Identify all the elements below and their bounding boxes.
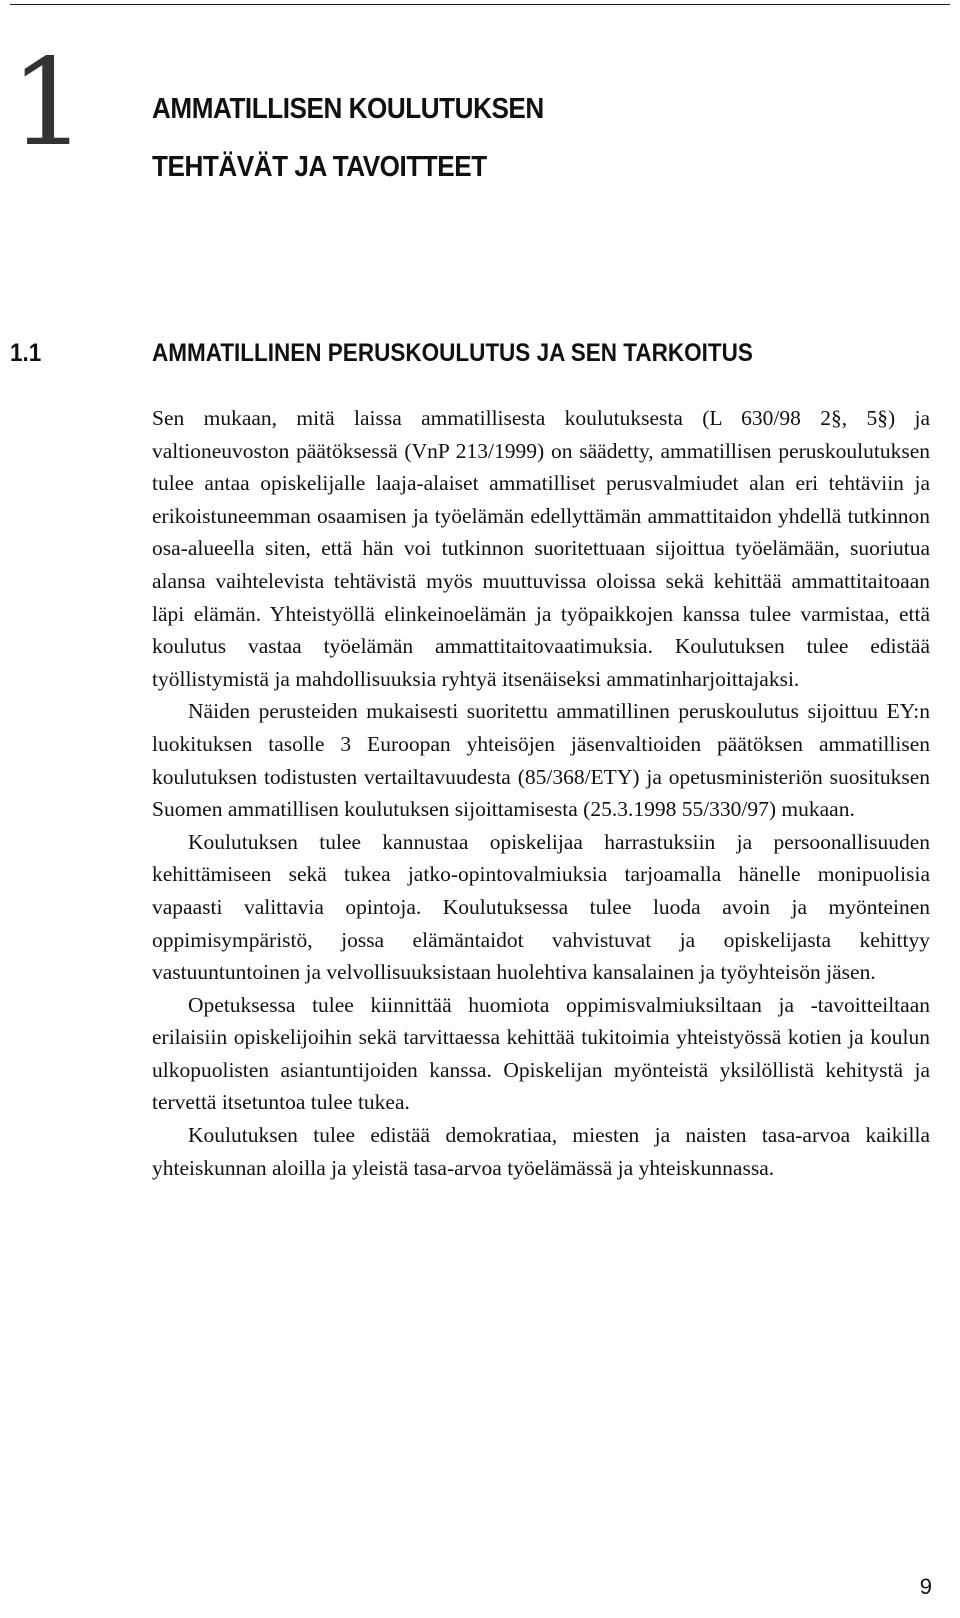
chapter-title-line-1: AMMATILLISEN KOULUTUKSEN [152, 93, 544, 125]
top-rule [10, 4, 950, 5]
page-number: 9 [919, 1574, 932, 1599]
section-number: 1.1 [10, 339, 42, 367]
paragraph-4: Opetuksessa tulee kiinnittää huomiota oppimisvalmiuksiltaan ja -tavoitteiltaan erilaisiin opiskelijoihin sekä tarvittaessa kehittää tukitoimia yhteistyössä kotien ja koulun ulkopuolisten asiantuntijoiden kanssa. Opiskelijan myönteistä yksilöllistä kehitystä ja tervettä itsetuntoa tulee tukea. [152, 992, 930, 1115]
paragraph-2: Näiden perusteiden mukaisesti suoritettu ammatillinen peruskoulutus sijoittuu EY:n luokituksen tasolle 3 Euroopan yhteisöjen jäsenvaltioiden päätöksen ammatillisen koulutuksen todistusten vertailtavuudesta (85/368/ETY) ja opetusministeriön suosituksen Suomen ammatillisen koulutuksen sijoittamisesta (25.3.1998 55/330/97) mukaan. [152, 699, 930, 822]
paragraph-1: Sen mukaan, mitä laissa ammatillisesta koulutuksesta (L 630/98 2§, 5§) ja valtioneuvoston päätöksessä (VnP 213/1999) on säädetty, ammatillisen peruskoulutuksen tulee antaa opiskelijalle laaja-alaiset ammatilliset perusvalmiudet alan eri tehtäviin ja erikoistuneemman osaamisen ja työelämän edellyttämän ammattitaidon yhdellä tutkinnon osa-alueella siten, että hän voi tutkinnon suoritettuaan sijoittua työelämään, suoriutua alansa vaihtelevista tehtävistä myös muuttuvissa oloissa sekä kehittää ammattitaitoaan läpi elämän. Yhteistyöllä elinkeinoelämän ja työpaikkojen kanssa tulee varmistaa, että koulutus vastaa työelämän ammattitaitovaatimuksia. Koulutuksen tulee edistää työllistymistä ja mahdollisuuksia ryhtyä itsenäiseksi ammatinharjoittajaksi. [152, 406, 930, 691]
section-title: AMMATILLINEN PERUSKOULUTUS JA SEN TARKOITUS [152, 339, 753, 367]
chapter-title [152, 80, 544, 196]
paragraph-5: Koulutuksen tulee edistää demokratiaa, miesten ja naisten tasa-arvoa kaikilla yhteiskunnan aloilla ja yleistä tasa-arvoa työelämässä ja yhteiskunnassa. [152, 1123, 930, 1180]
chapter-title-line-2: TEHTÄVÄT JA TAVOITTEET [152, 151, 487, 183]
body-text [152, 402, 930, 1184]
chapter-number: 1 [10, 34, 87, 173]
paragraph-3: Koulutuksen tulee kannustaa opiskelijaa harrastuksiin ja persoonallisuuden kehittämiseen sekä tukea jatko-opintovalmiuksia tarjoamalla hänelle monipuolisia vapaasti valittavia opintoja. Koulutuksessa tulee luoda avoin ja myönteinen oppimisympäristö, jossa elämäntaidot vahvistuvat ja opiskelijasta kehittyy vastuuntuntoinen ja velvollisuuksistaan huolehtiva kansalainen ja työyhteisön jäsen. [152, 829, 930, 985]
